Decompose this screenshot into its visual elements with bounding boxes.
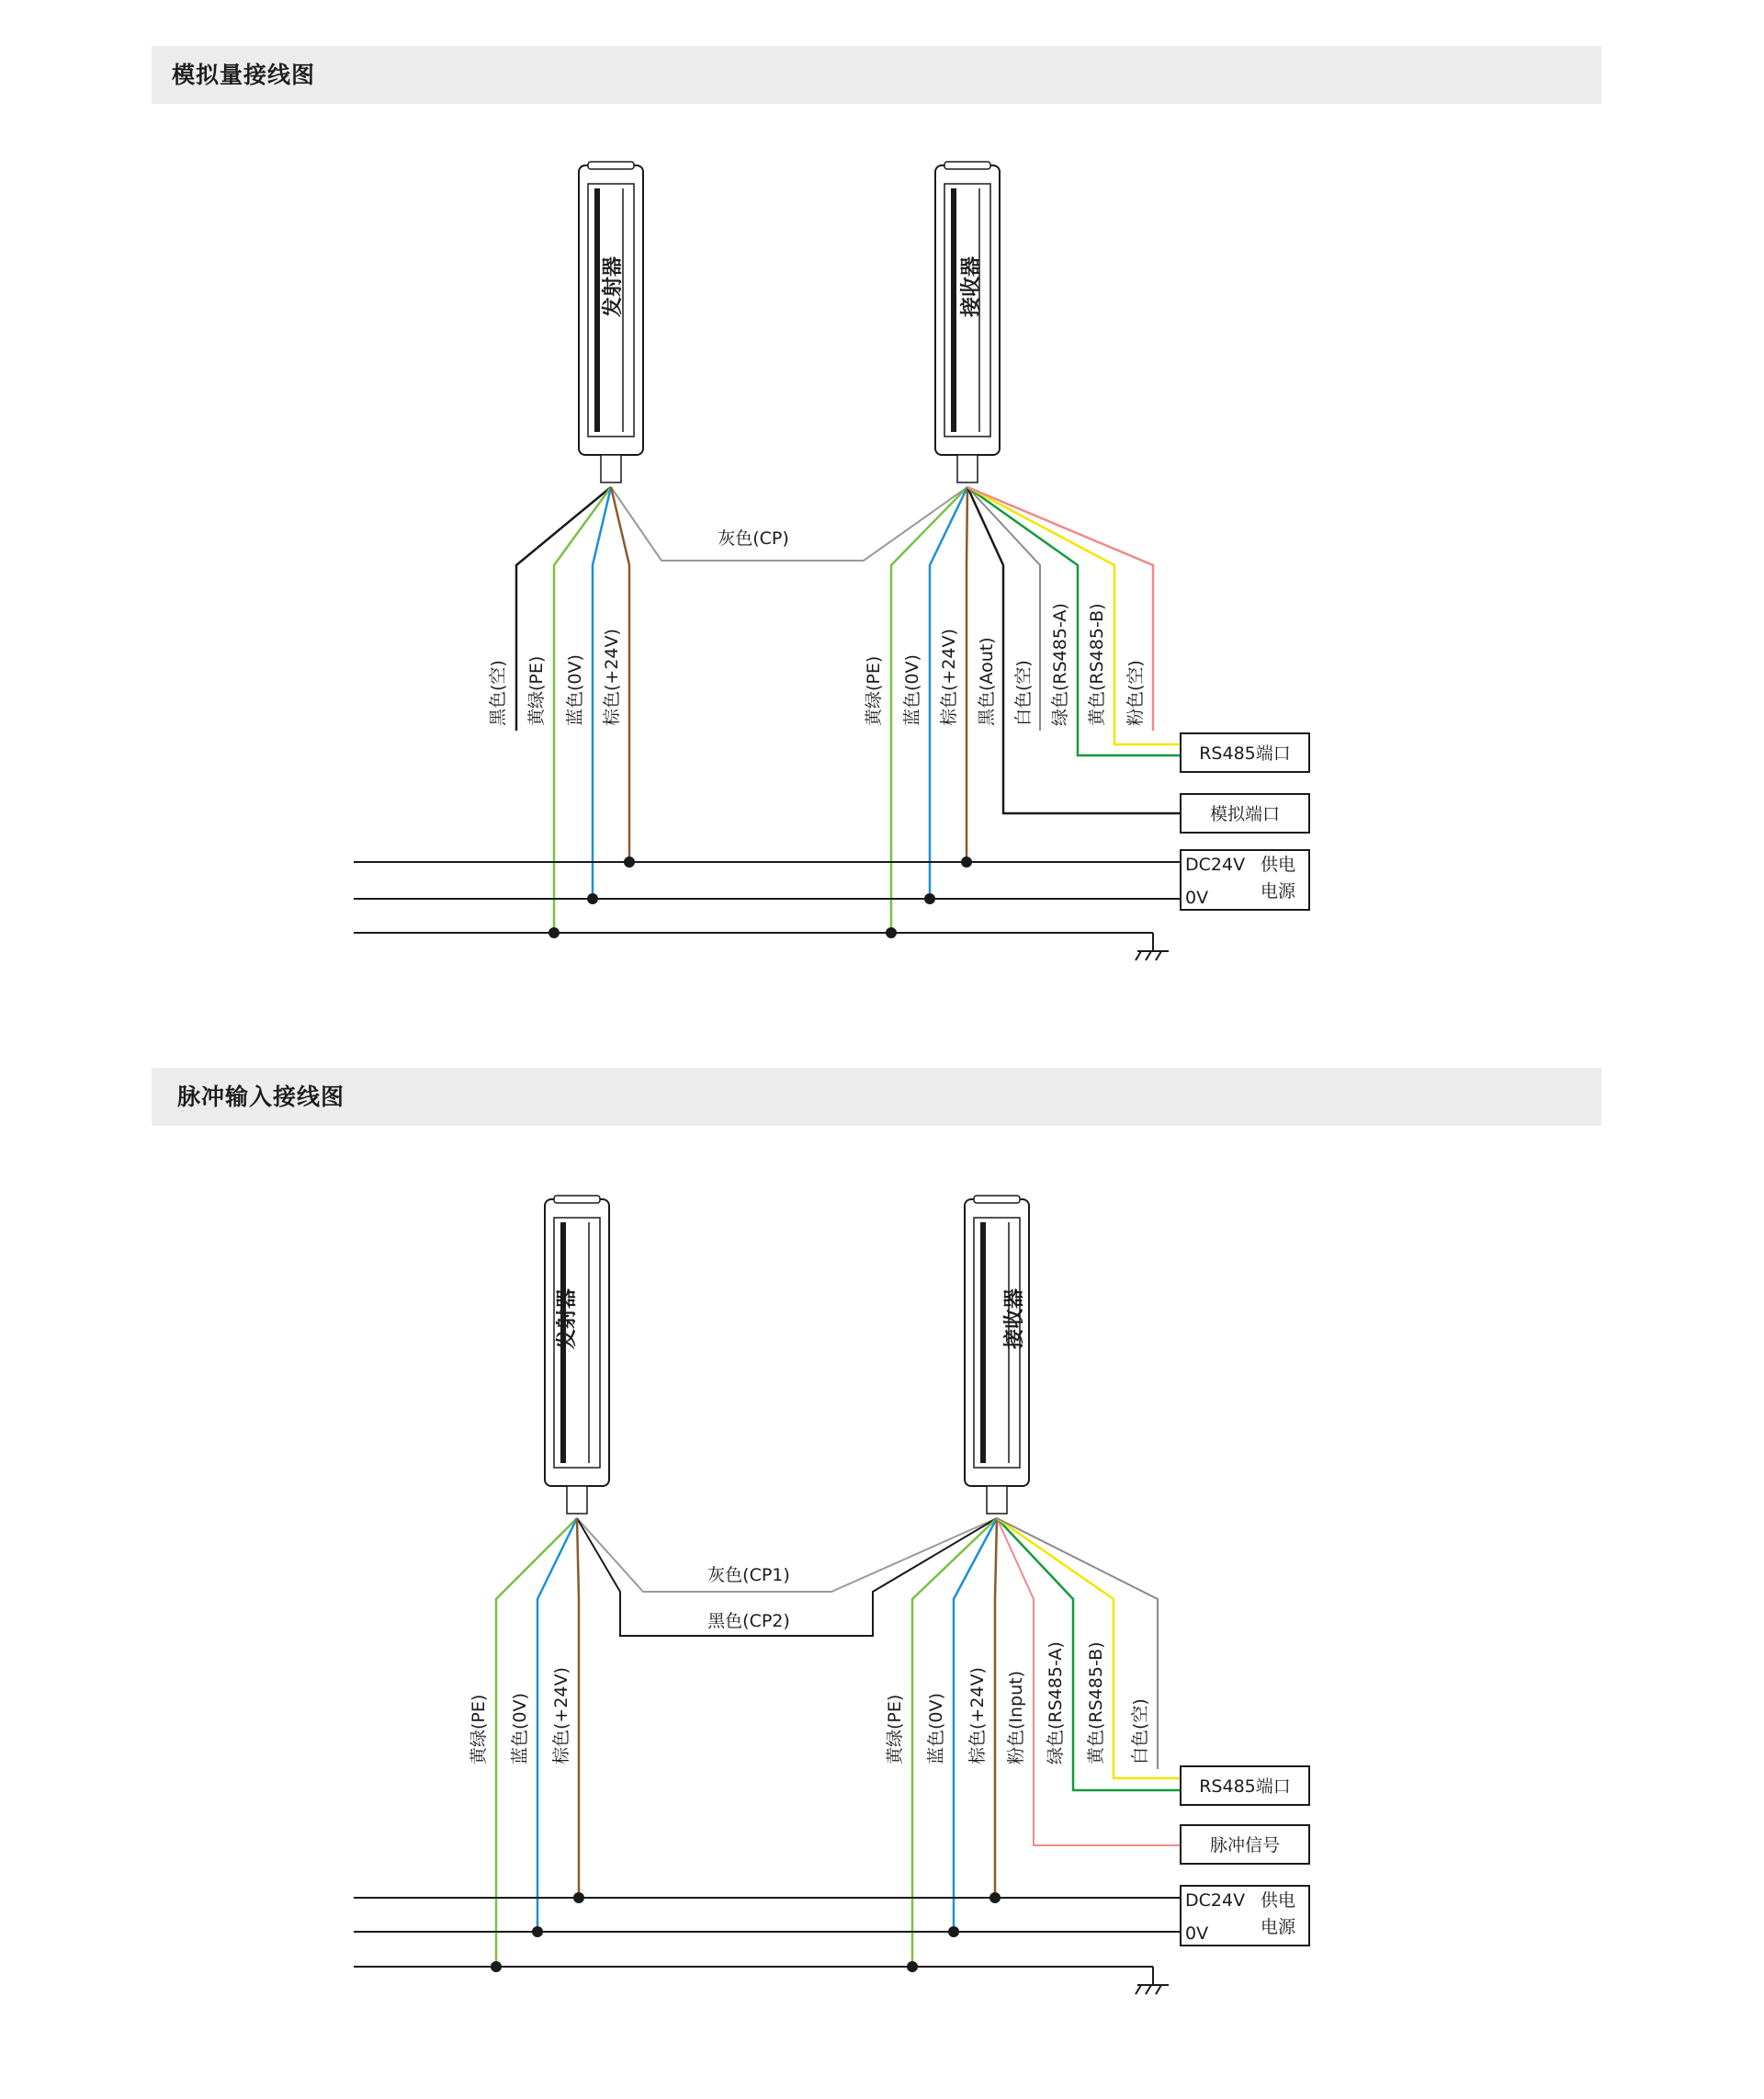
wire-label: 蓝色(0V) [902,654,922,726]
ground-icon [1136,933,1169,960]
receiver-device [965,1196,1029,1514]
pulse-wiring-diagram [0,1167,1764,2086]
emitter-label: 发射器 [556,1288,579,1350]
section-title: 脉冲输入接线图 [177,1084,345,1110]
receiver-label: 接收器 [960,255,983,318]
link-label-cp: 灰色(CP) [718,528,789,549]
section-header-analog [152,46,1601,104]
wire-label: 棕色(+24V) [551,1667,571,1764]
rs485-port-label: RS485端口 [1199,1776,1291,1797]
emitter-device [545,1196,609,1514]
power-supply-2: 电源 [1261,881,1296,902]
emitter-label: 发射器 [602,255,625,318]
rs485-port-box [1181,733,1309,772]
pulse-signal-box [1181,1825,1309,1864]
wire-label: 黄绿(PE) [469,1694,489,1764]
wire-label: 蓝色(0V) [510,1693,530,1764]
rs485-port-label: RS485端口 [1199,743,1291,764]
analog-port-box [1181,794,1309,833]
pulse-signal-label: 脉冲信号 [1209,1835,1281,1855]
wire-emitter-brown [577,1518,579,1898]
receiver-label: 接收器 [1003,1288,1026,1350]
wire-label: 黑色(Aout) [977,637,997,726]
wire-label: 绿色(RS485-A) [1050,603,1070,726]
rs485-port-box [1181,1766,1309,1805]
wire-label: 绿色(RS485-A) [1046,1641,1066,1764]
wire-label: 黄色(RS485-B) [1086,1641,1106,1764]
power-dc24v: DC24V [1185,855,1246,875]
wire-label: 白色(空) [1013,660,1034,726]
wire-label: 白色(空) [1130,1698,1150,1764]
receiver-device [935,162,1000,482]
power-supply-1: 供电 [1261,1890,1296,1911]
ground-icon [1136,1967,1169,1994]
wire-receiver-black-aout [967,487,1181,813]
wire-label: 蓝色(0V) [565,654,585,726]
power-supply-2: 电源 [1261,1917,1296,1937]
wire-label: 蓝色(0V) [926,1693,946,1764]
wire-label: 棕色(+24V) [967,1667,988,1764]
analog-port-label: 模拟端口 [1209,804,1281,824]
wire-label: 黄绿(PE) [526,655,547,726]
link-label-cp2: 黑色(CP2) [707,1611,790,1631]
wire-receiver-brown [995,1518,997,1898]
link-label-cp1: 灰色(CP1) [707,1565,790,1585]
power-supply-box [1181,1886,1309,1946]
power-0v: 0V [1185,888,1209,908]
power-supply-box [1181,850,1309,910]
wire-receiver-green [967,487,1181,755]
power-dc24v: DC24V [1185,1890,1246,1911]
wire-label: 黄色(RS485-B) [1087,603,1107,726]
section-header-pulse [152,1068,1601,1126]
emitter-device [579,162,643,482]
analog-wiring-diagram [0,138,1764,1057]
wire-label: 粉色(Input) [1006,1670,1026,1764]
wire-label: 黄绿(PE) [864,655,884,726]
wire-label: 黑色(空) [488,660,508,726]
section-title: 模拟量接线图 [172,62,316,88]
wire-label: 黄绿(PE) [885,1694,905,1764]
wire-label: 棕色(+24V) [939,629,959,726]
wire-receiver-yellow [967,487,1181,744]
power-0v: 0V [1185,1923,1209,1944]
wire-label: 棕色(+24V) [602,629,622,726]
wire-label: 粉色(空) [1125,660,1146,726]
power-supply-1: 供电 [1261,855,1296,875]
wire-gray-cp [611,487,967,561]
